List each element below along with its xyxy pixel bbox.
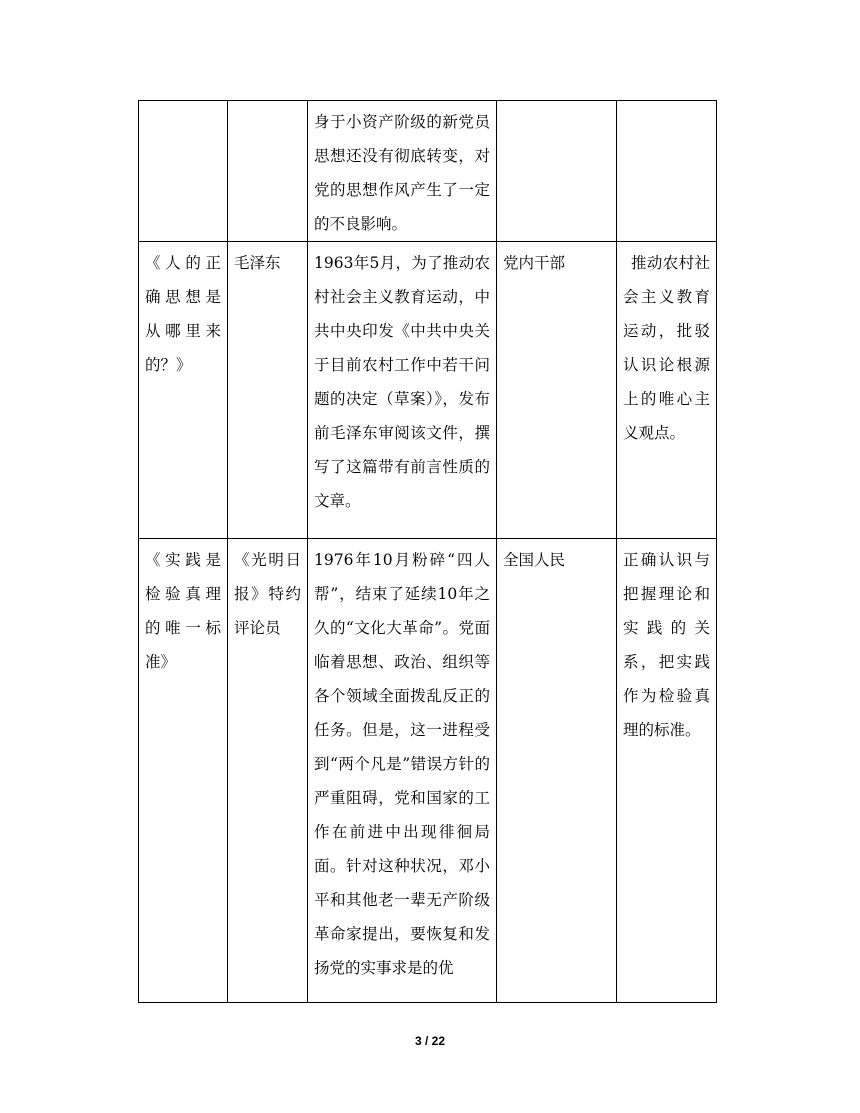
cell-background: 1963年5月，为了推动农村社会主义教育运动，中共中央印发《中共中央关于目前农村工作中若干问题的决定（草案）》，发布前毛泽东审阅该文件，撰写了这篇带有前言性质的文章。: [308, 242, 497, 539]
cell-background: 1976年10月粉碎“四人帮”，结束了延续10年之久的“文化大革命”。党面临着思想、政治、组织等各个领域全面拨乱反正的任务。但是，这一进程受到“两个凡是”错误方针的严重阻碍，党和国家的工作在前进中出现徘徊局面。针对这种状况，邓小平和其他老一辈无产阶级革命家提出，要恢复和发扬党的实事求是的优: [308, 539, 497, 1003]
cell-purpose: 推动农村社会主义教育运动，批驳认识论根源上的唯心主义观点。: [617, 242, 717, 539]
cell-author: [228, 101, 308, 242]
table-row: [139, 101, 717, 242]
cell-title: [139, 101, 228, 242]
cell-purpose: [617, 101, 717, 242]
cell-audience: [497, 101, 617, 242]
page-number: 3 / 22: [414, 1034, 446, 1048]
cell-audience: 全国人民: [497, 539, 617, 1003]
cell-author: 《光明日报》特约评论员: [228, 539, 308, 1003]
cell-purpose: 正确认识与把握理论和实践的关系，把实践作为检验真理的标准。: [617, 539, 717, 1003]
table-row: [139, 539, 717, 1003]
cell-background: 身于小资产阶级的新党员思想还没有彻底转变，对党的思想作风产生了一定的不良影响。: [308, 101, 497, 242]
cell-audience: 党内干部: [497, 242, 617, 539]
content-table: [138, 100, 717, 1003]
cell-author: 毛泽东: [228, 242, 308, 539]
cell-title: 《人的正确思想是从哪里来的？》: [139, 242, 228, 539]
table-row: [139, 242, 717, 539]
cell-title: 《实践是检验真理的唯一标准》: [139, 539, 228, 1003]
